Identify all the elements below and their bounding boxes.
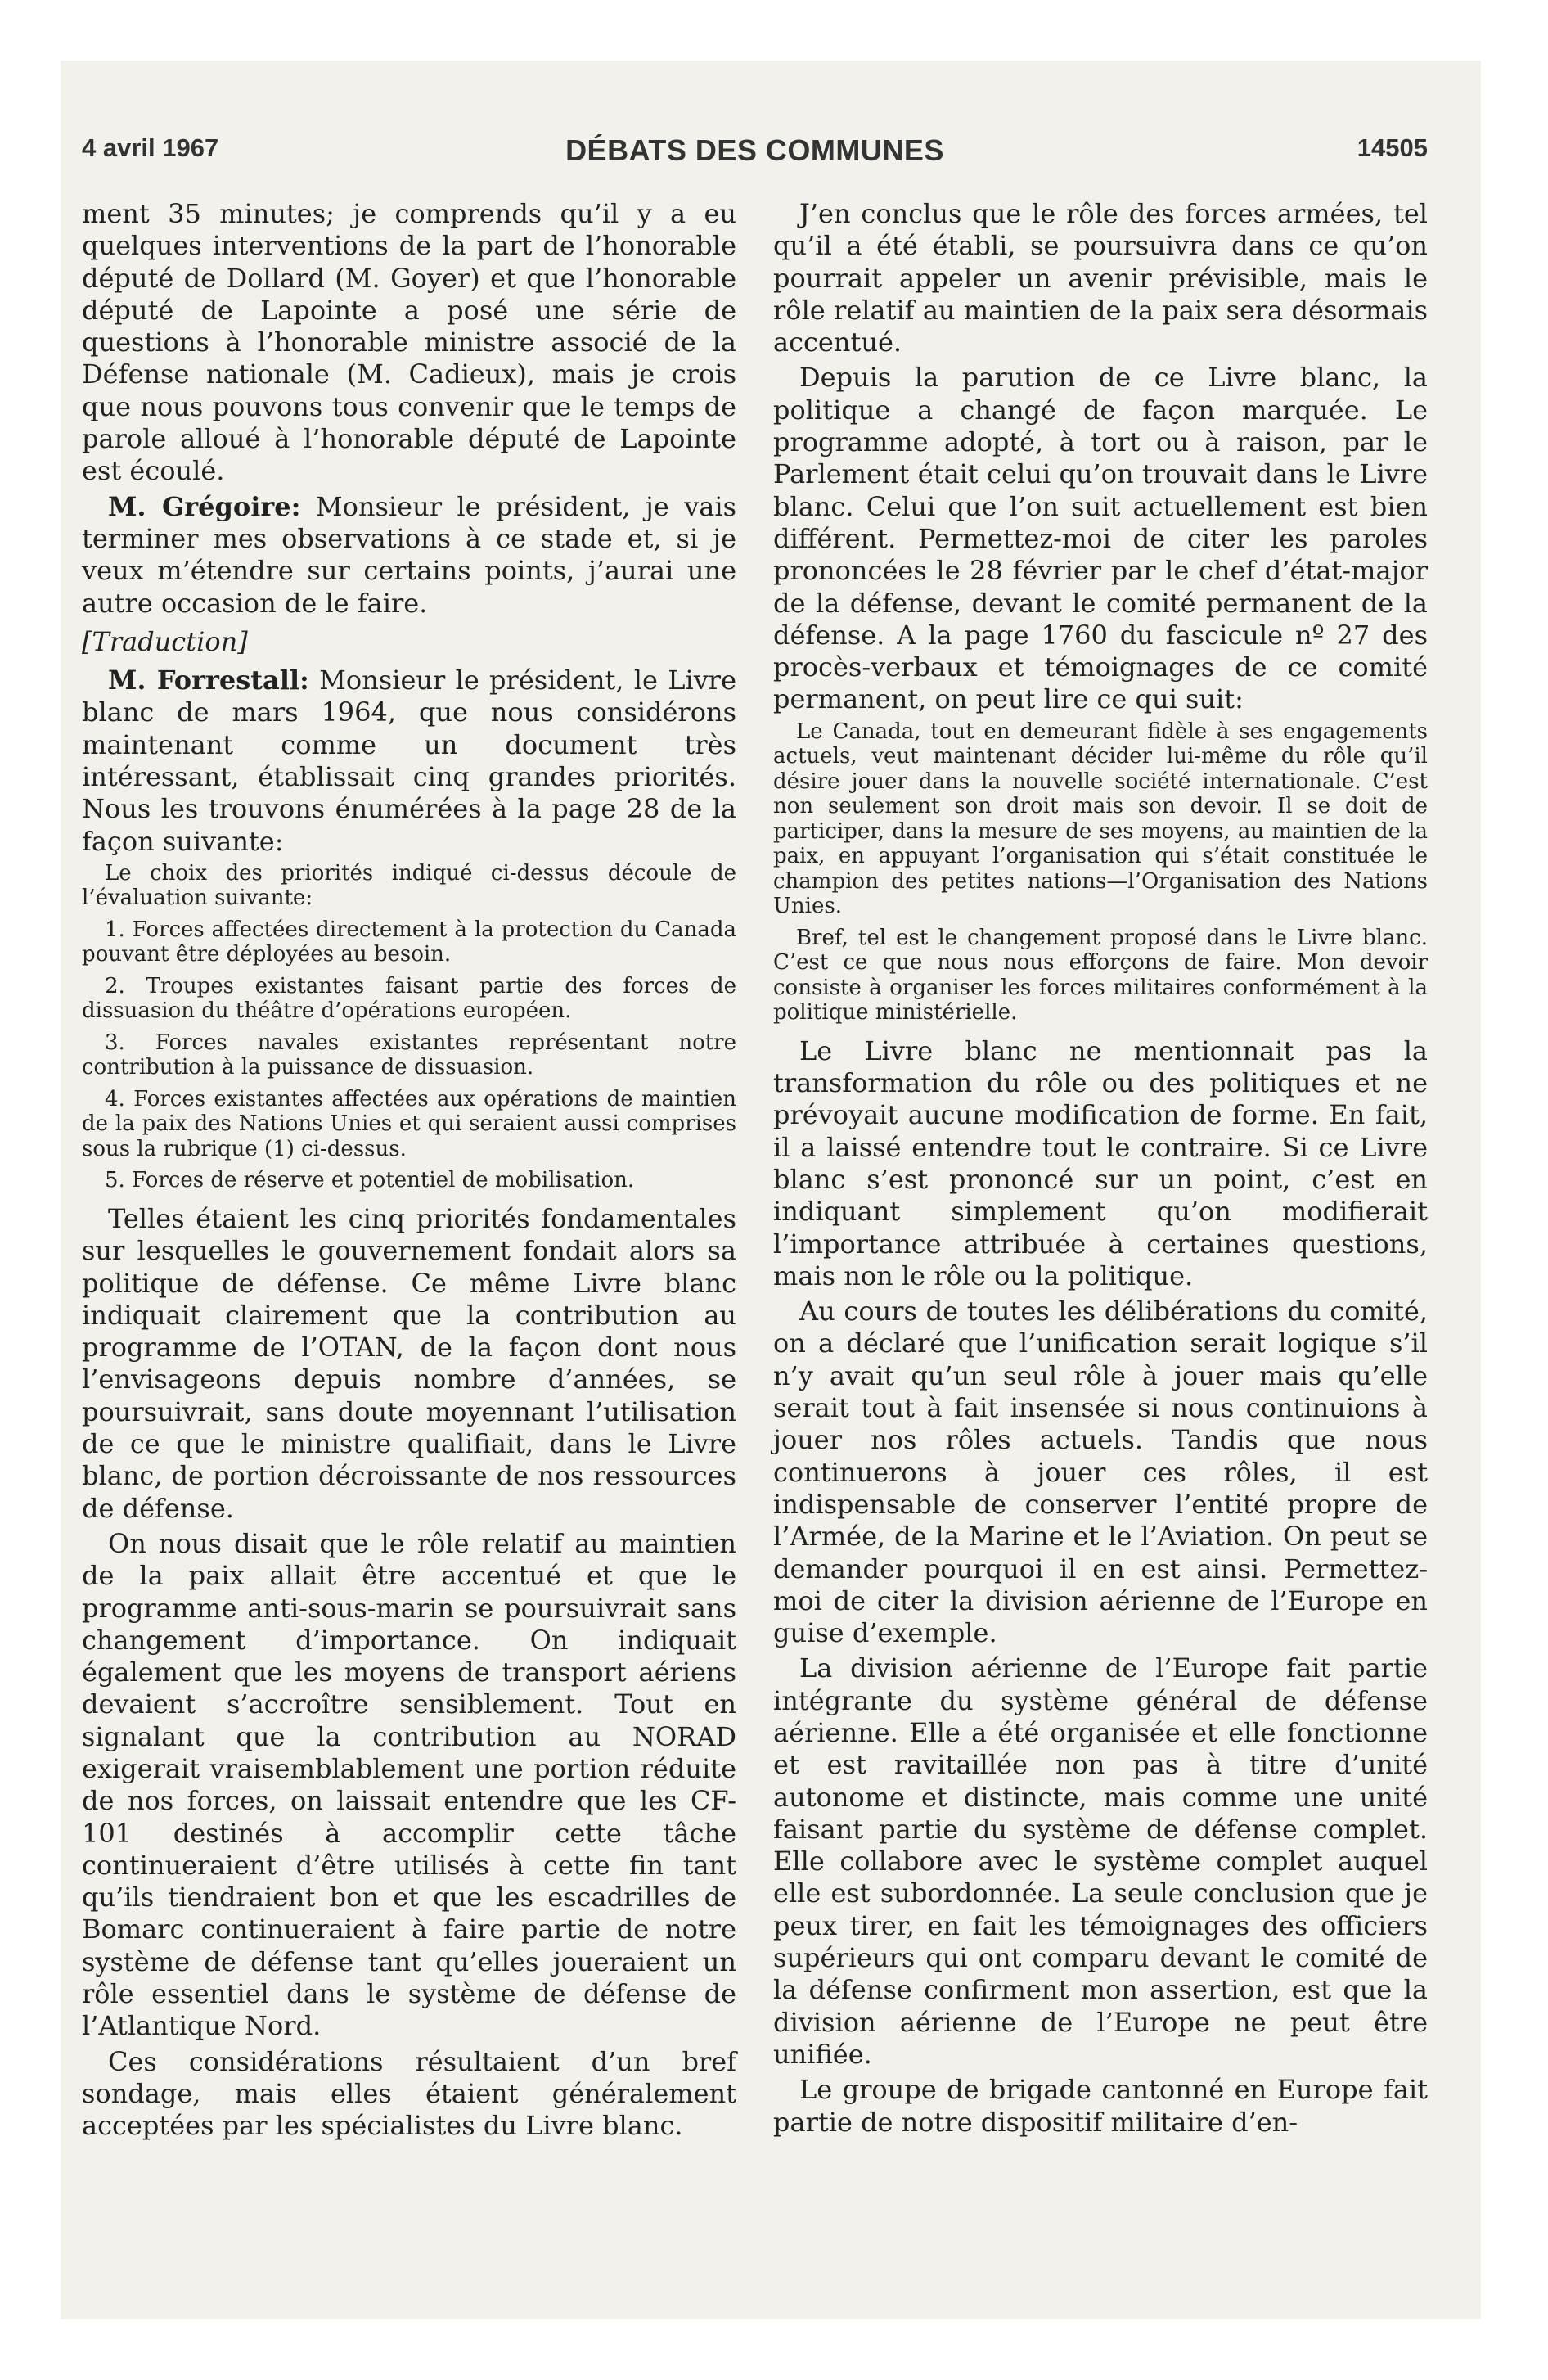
quote-paragraph: Le choix des priorités indiqué ci-dessus découle de l’évaluation suivante: xyxy=(82,860,736,911)
paragraph: La division aérienne de l’Europe fait partie intégrante du système général de défense aérienne. Elle a été organisée et elle fonctionne et est ravitaillée non pas à titre d’unité autonome et distincte, mais comme une unité faisant partie du système de défense complet. Elle collabore avec le système complet auquel elle est subordonnée. La seule conclusion que je peux tirer, en fait les témoignages des officiers supérieurs qui ont comparu devant le comité de la défense confirment mon assertion, est que la division aérienne de l’Europe ne peut être unifiée. xyxy=(773,1652,1428,2070)
paragraph: Ces considérations résultaient d’un bref sondage, mais elles étaient généralement acceptées par les spécialistes du Livre blanc. xyxy=(82,2045,736,2142)
page-header xyxy=(82,133,1428,169)
quote-paragraph: 2. Troupes existantes faisant partie des forces de dissuasion du théâtre d’opérations européen. xyxy=(82,973,736,1024)
left-column xyxy=(82,198,736,2146)
quote-paragraph: 1. Forces affectées directement à la protection du Canada pouvant être déployées au besoin. xyxy=(82,917,736,967)
translation-note: [Traduction] xyxy=(82,625,248,657)
header-title: DÉBATS DES COMMUNES xyxy=(565,133,944,167)
speaker-name: M. Grégoire: xyxy=(108,490,301,522)
block-quote xyxy=(82,861,736,1193)
paragraph: J’en conclus que le rôle des forces armées, tel qu’il a été établi, se poursuivra dans ce qu’on pourrait appeler un avenir prévisible, mais le rôle relatif au maintien de la paix sera désormais accentué. xyxy=(773,198,1428,358)
header-page-number: 14505 xyxy=(1357,133,1428,162)
paragraph xyxy=(82,665,736,858)
paragraph: Depuis la parution de ce Livre blanc, la politique a changé de façon marquée. Le programme adopté, à tort ou à raison, par le Parlement était celui qu’on trouvait dans le Livre blanc. Celui que l’on suit actuellement est bien différent. Permettez-moi de citer les paroles prononcées le 28 février par le chef d’état-major de la défense, devant le comité permanent de la défense. A la page 1760 du fascicule nº 27 des procès-verbaux et témoignages de ce comité permanent, on peut lire ce qui suit: xyxy=(773,362,1428,715)
quote-paragraph: Le Canada, tout en demeurant fidèle à ses engagements actuels, veut maintenant décider lui-même du rôle qu’il désire jouer dans la nouvelle société internationale. C’est non seulement son droit mais son devoir. Il se doit de participer, dans la mesure de ses moyens, au maintien de la paix, en appuyant l’organisation qui s’était constituée le champion des petites nations—l’Organisation des Nations Unies. xyxy=(773,719,1428,919)
paragraph: ment 35 minutes; je comprends qu’il y a eu quelques interventions de la part de l’honorable député de Dollard (M. Goyer) et que l’honorable député de Lapointe a posé une série de questions à l’honorable ministre associé de la Défense nationale (M. Cadieux), mais je crois que nous pouvons tous convenir que le temps de parole alloué à l’honorable député de Lapointe est écoulé. xyxy=(82,198,736,487)
paragraph: Telles étaient les cinq priorités fondamentales sur lesquelles le gouvernement fondait alors sa politique de défense. Ce même Livre blanc indiquait clairement que la contribution au programme de l’OTAN, de la façon dont nous l’envisageons depuis nombre d’années, se poursuivrait, sans doute moyennant l’utilisation de ce que le ministre qualifiait, dans le Livre blanc, de portion décroissante de nos ressources de défense. xyxy=(82,1202,736,1524)
speech-text: Monsieur le président, le Livre blanc de mars 1964, que nous considérons maintenant comme un document très intéressant, établissait cinq grandes priorités. Nous les trouvons énumérées à la page 28 de la façon suivante: xyxy=(82,665,737,857)
header-date: 4 avril 1967 xyxy=(82,133,219,162)
quote-paragraph: 4. Forces existantes affectées aux opérations de maintien de la paix des Nations Unies et qui seraient aussi comprises sous la rubrique (1) ci-dessus. xyxy=(82,1086,736,1161)
speech-text: Monsieur le président, je vais terminer mes observations à ce stade et, si je veux m’étendre sur certains points, j’aurai une autre occasion de le faire. xyxy=(82,490,737,619)
speaker-name: M. Forrestall: xyxy=(108,665,309,696)
quote-paragraph: Bref, tel est le changement proposé dans le Livre blanc. C’est ce que nous nous efforçons de faire. Mon devoir consiste à organiser les forces militaires conformément à la politique ministérielle. xyxy=(773,925,1428,1025)
paragraph: Le Livre blanc ne mentionnait pas la transformation du rôle ou des politiques et ne prévoyait aucune modification de forme. En fait, il a laissé entendre tout le contraire. Si ce Livre blanc s’est prononcé sur un point, c’est en indiquant simplement qu’on modifierait l’importance attribuée à certaines questions, mais non le rôle ou la politique. xyxy=(773,1034,1428,1291)
quote-paragraph: 3. Forces navales existantes représentant notre contribution à la puissance de dissuasion. xyxy=(82,1030,736,1080)
right-column xyxy=(773,198,1428,2142)
block-quote xyxy=(773,719,1428,1025)
paragraph: Au cours de toutes les délibérations du comité, on a déclaré que l’unification serait logique s’il n’y avait qu’un seul rôle à jouer mais qu’elle serait tout à fait insensée si nous continuions à jouer nos rôles actuels. Tandis que nous continuerons à jouer ces rôles, il est indispensable de conserver l’entité propre de l’Armée, de la Marine et le l’Aviation. On peut se demander pourquoi il en est ainsi. Permettez-moi de citer la division aérienne de l’Europe en guise d’exemple. xyxy=(773,1296,1428,1649)
quote-paragraph: 5. Forces de réserve et potentiel de mobilisation. xyxy=(105,1168,635,1193)
paragraph: Le groupe de brigade cantonné en Europe fait partie de notre dispositif militaire d’en- xyxy=(773,2074,1428,2138)
paragraph xyxy=(82,491,736,620)
paragraph: On nous disait que le rôle relatif au maintien de la paix allait être accentué et que le programme anti-sous-marin se poursuivrait sans changement d’importance. On indiquait également que les moyens de transport aériens devaient s’accroître sensiblement. Tout en signalant que la contribution au NORAD exigerait vraisemblablement une portion réduite de nos forces, on laissait entendre que les CF-101 destinés à accomplir cette tâche continueraient d’être utilisés à cette fin tant qu’ils tiendraient bon et que les escadrilles de Bomarc continueraient à faire partie de notre système de défense tant qu’elles joueraient un rôle essentiel dans le système de défense de l’Atlantique Nord. xyxy=(82,1527,736,2042)
